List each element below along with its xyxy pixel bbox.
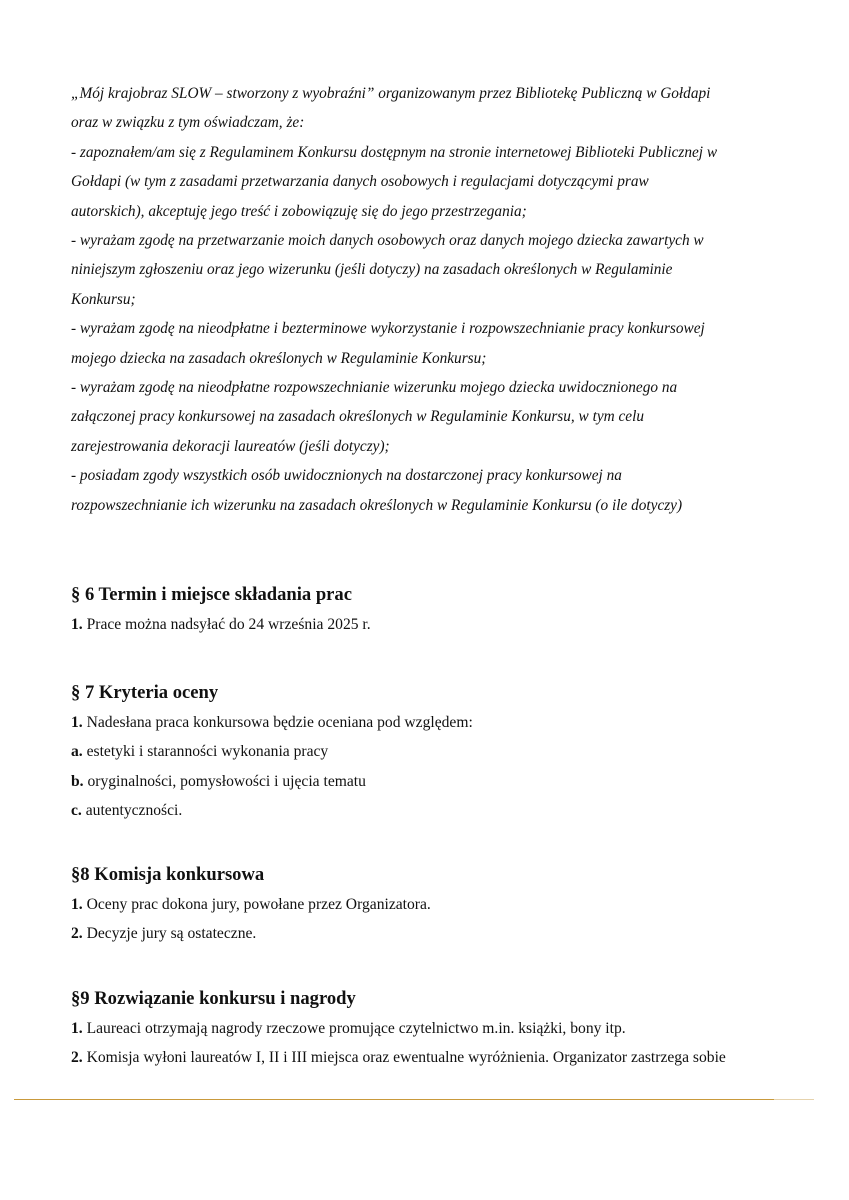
footer-divider-tail bbox=[774, 1099, 814, 1100]
statement-line: mojego dziecka na zasadach określonych w Regulaminie Konkursu; bbox=[71, 349, 487, 367]
section-item bbox=[71, 708, 811, 737]
statement-line: rozpowszechnianie ich wizerunku na zasadach określonych w Regulaminie Konkursu (o ile dotyczy) bbox=[71, 496, 683, 514]
statement-line: Konkursu; bbox=[71, 290, 136, 308]
section-item bbox=[71, 767, 811, 796]
item-number: a. bbox=[71, 743, 83, 761]
statement-line: autorskich), akceptuję jego treść i zobowiązuję się do jego przestrzegania; bbox=[71, 202, 527, 220]
item-number: 2. bbox=[71, 1049, 83, 1067]
statement-line: niniejszym zgłoszeniu oraz jego wizerunku (jeśli dotyczy) na zasadach określonych w Regulaminie bbox=[71, 261, 673, 279]
section-item bbox=[71, 737, 811, 766]
consent-statement bbox=[71, 79, 801, 520]
item-text: oryginalności, pomysłowości i ujęcia tematu bbox=[83, 772, 366, 790]
statement-line: załączonej pracy konkursowej na zasadach określonych w Regulaminie Konkursu, w tym celu bbox=[71, 408, 644, 426]
item-number: 1. bbox=[71, 1020, 83, 1037]
section-item bbox=[71, 890, 811, 919]
section-heading: § 7 Kryteria oceny bbox=[71, 682, 219, 703]
item-number: b. bbox=[71, 772, 84, 790]
item-text: Laureaci otrzymają nagrody rzeczowe promujące czytelnictwo m.in. książki, bony itp. bbox=[82, 1020, 626, 1037]
statement-line: - wyrażam zgodę na przetwarzanie moich danych osobowych oraz danych mojego dziecka zawartych w bbox=[71, 232, 704, 250]
item-number: 1. bbox=[71, 616, 83, 633]
item-number: 1. bbox=[71, 714, 83, 731]
section-9 bbox=[71, 986, 811, 1073]
section-heading: § 6 Termin i miejsce składania prac bbox=[71, 584, 352, 605]
section-heading: §8 Komisja konkursowa bbox=[71, 864, 265, 885]
section-heading: §9 Rozwiązanie konkursu i nagrody bbox=[71, 988, 356, 1009]
item-text: Komisja wyłoni laureatów I, II i III miejsca oraz ewentualne wyróżnienia. Organizator zastrzega sobie bbox=[82, 1049, 726, 1067]
item-number: 2. bbox=[71, 925, 83, 943]
item-text: Decyzje jury są ostateczne. bbox=[82, 925, 257, 943]
statement-line: - wyrażam zgodę na nieodpłatne i bezterminowe wykorzystanie i rozpowszechnianie pracy konkursowej bbox=[71, 320, 705, 338]
section-item bbox=[71, 1043, 811, 1072]
item-text: Prace można nadsyłać do 24 września 2025 r. bbox=[82, 616, 371, 633]
item-text: Oceny prac dokona jury, powołane przez Organizatora. bbox=[82, 896, 431, 913]
statement-line: „Mój krajobraz SLOW – stworzony z wyobraźni” organizowanym przez Bibliotekę Publiczną w Gołdapi bbox=[71, 85, 711, 102]
statement-line: - zapoznałem/am się z Regulaminem Konkursu dostępnym na stronie internetowej Biblioteki Publicznej w bbox=[71, 143, 718, 161]
section-8 bbox=[71, 862, 811, 949]
item-text: Nadesłana praca konkursowa będzie oceniana pod względem: bbox=[82, 714, 473, 731]
statement-line: zarejestrowania dekoracji laureatów (jeśli dotyczy); bbox=[71, 437, 390, 455]
section-item bbox=[71, 919, 811, 948]
item-number: c. bbox=[71, 802, 82, 820]
statement-line: - wyrażam zgodę na nieodpłatne rozpowszechnianie wizerunku mojego dziecka uwidocznionego na bbox=[71, 379, 678, 397]
section-6 bbox=[71, 582, 811, 639]
footer-divider bbox=[14, 1099, 774, 1100]
statement-line: Gołdapi (w tym z zasadami przetwarzania danych osobowych i regulacjami dotyczącymi praw bbox=[71, 173, 649, 191]
item-text: estetyki i staranności wykonania pracy bbox=[82, 743, 329, 761]
section-item bbox=[71, 610, 811, 639]
item-number: 1. bbox=[71, 896, 83, 913]
statement-line: - posiadam zgody wszystkich osób uwidocznionych na dostarczonej pracy konkursowej na bbox=[71, 467, 622, 485]
section-item bbox=[71, 1014, 811, 1043]
section-7 bbox=[71, 680, 811, 826]
statement-line: oraz w związku z tym oświadczam, że: bbox=[71, 114, 305, 132]
section-item bbox=[71, 796, 811, 825]
item-text: autentyczności. bbox=[81, 802, 183, 820]
